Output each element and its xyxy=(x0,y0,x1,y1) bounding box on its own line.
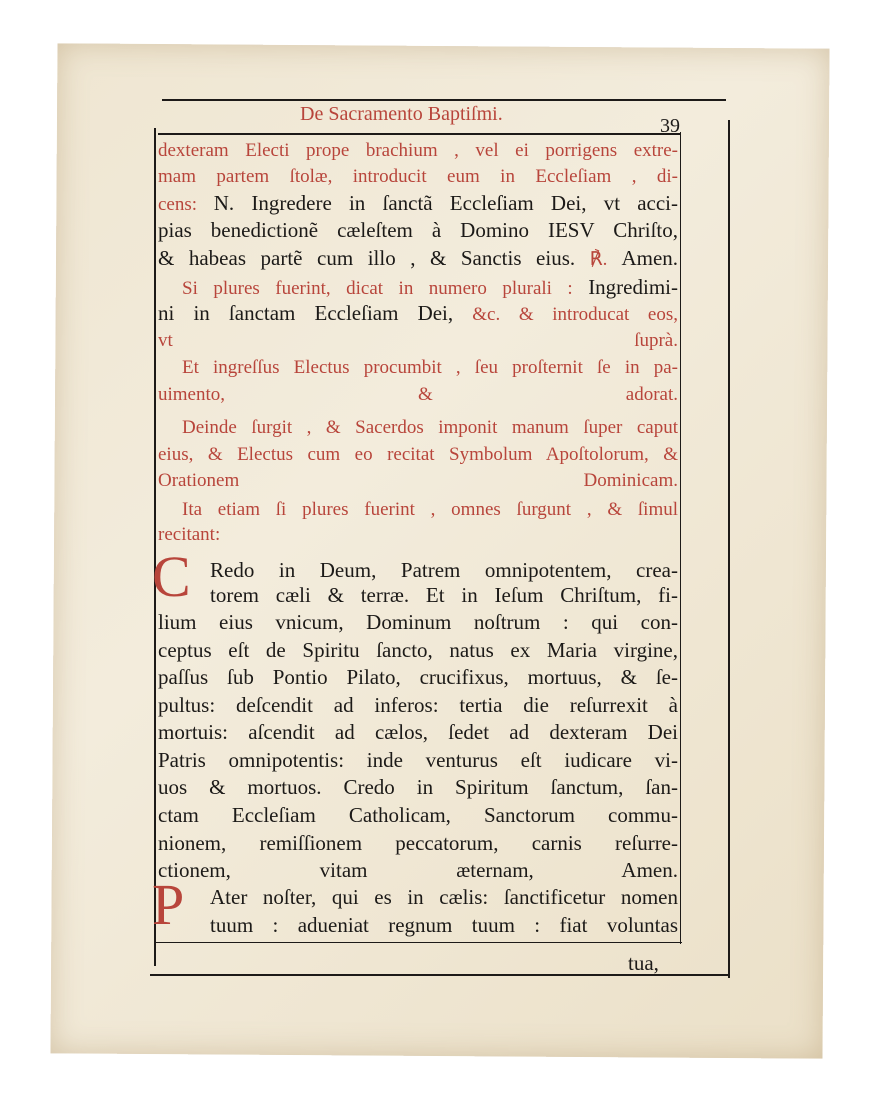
drop-cap-c: C xyxy=(152,544,191,609)
text-line xyxy=(158,190,678,218)
text-line xyxy=(182,274,678,302)
text-line xyxy=(158,857,678,883)
prayer-text: uos & mortuos. Credo in Spiritum ſanctum, ſan- xyxy=(158,775,678,799)
prayer-text: N. Ingredere in ſanctã Eccleſiam Dei, vt acci- xyxy=(213,191,679,215)
text-line xyxy=(158,245,678,273)
prayer-text: ctionem, vitam æternam, Amen. xyxy=(158,858,678,882)
drop-cap-p: P xyxy=(152,872,185,937)
rubric-text: Si plures fuerint, dicat in numero plurali : xyxy=(182,278,589,299)
text-line xyxy=(158,637,678,663)
text-line xyxy=(210,884,678,910)
text-line xyxy=(158,466,678,494)
prayer-text: ceptus eſt de Spiritu ſancto, natus ex Maria virgine, xyxy=(158,638,678,662)
rubric-text: mam partem ſtolæ, introducit eum in Eccleſiam , di- xyxy=(158,166,678,187)
text-line xyxy=(210,557,678,583)
text-line xyxy=(158,609,678,635)
text-line xyxy=(158,747,678,773)
text-line xyxy=(158,520,678,548)
rubric-text: Orationem Dominicam. xyxy=(158,470,678,491)
rubric-text: eius, & Electus cum eo recitat Symbolum Apoſtolorum, & xyxy=(158,444,678,465)
rubric-text: dexteram Electi prope brachium , vel ei porrigens extre- xyxy=(158,140,678,161)
rubric-text: recitant: xyxy=(158,524,221,545)
rubric-text: uimento, & adorat. xyxy=(158,384,678,405)
prayer-text: tuum : adueniat regnum tuum : fiat voluntas xyxy=(210,913,678,937)
text-line xyxy=(210,582,678,608)
prayer-text: ctam Eccleſiam Catholicam, Sanctorum commu- xyxy=(158,803,678,827)
page-number: 39 xyxy=(660,115,680,137)
catchword: tua, xyxy=(628,951,659,975)
prayer-text: Ingredimi- xyxy=(588,275,678,299)
text-line xyxy=(158,162,678,190)
prayer-text: Patris omnipotentis: inde venturus eſt iudicare vi- xyxy=(158,748,678,772)
rubric-text: vt ſuprà. xyxy=(158,330,678,351)
bottom-rule xyxy=(154,942,682,943)
text-line xyxy=(182,353,678,381)
rubric-text: Deinde ſurgit , & Sacerdos imponit manum ſuper caput xyxy=(182,417,678,438)
text-line xyxy=(158,664,678,690)
text-line xyxy=(158,802,678,828)
top-rule xyxy=(162,99,726,101)
text-line xyxy=(158,830,678,856)
rubric-text: &c. & introducat eos, xyxy=(472,304,678,325)
text-line xyxy=(182,495,678,523)
text-line xyxy=(158,774,678,800)
prayer-text: Ater noſter, qui es in cælis: ſanctificetur nomen xyxy=(210,885,678,909)
text-line xyxy=(182,413,678,441)
prayer-text: nionem, remiſſionem peccatorum, carnis reſurre- xyxy=(158,831,678,855)
running-header: De Sacramento Baptiſmi. xyxy=(300,103,503,125)
prayer-text: Amen. xyxy=(621,246,679,270)
prayer-text: Redo in Deum, Patrem omnipotentem, crea- xyxy=(210,558,678,582)
text-line xyxy=(158,440,678,468)
prayer-text: paſſus ſub Pontio Pilato, crucifixus, mortuus, & ſe- xyxy=(158,665,678,689)
prayer-text: torem cæli & terræ. Et in Ieſum Chriſtum, fi- xyxy=(210,583,678,607)
outer-right-frame-line xyxy=(728,120,730,978)
text-line xyxy=(210,912,678,938)
text-line xyxy=(158,380,678,408)
prayer-text: ni in ſanctam Eccleſiam Dei, xyxy=(158,301,473,325)
text-line xyxy=(158,692,678,718)
text-line xyxy=(158,326,678,354)
prayer-text: mortuis: aſcendit ad cælos, ſedet ad dexteram Dei xyxy=(158,720,678,744)
prayer-text: & habeas partẽ cum illo , & Sanctis eius. xyxy=(158,246,590,270)
text-line xyxy=(158,217,678,243)
text-line xyxy=(158,136,678,164)
rubric-text: ℟. xyxy=(589,249,622,270)
rubric-text: Ita etiam ſi plures fuerint , omnes ſurgunt , & ſimul xyxy=(182,499,678,520)
prayer-text: pias benedictionẽ cæleſtem à Domino IESV Chriſto, xyxy=(158,218,678,242)
header-rule xyxy=(158,133,680,135)
text-line xyxy=(158,719,678,745)
rubric-text: Et ingreſſus Electus procumbit , ſeu proſternit ſe in pa- xyxy=(182,357,678,378)
right-frame-line xyxy=(680,132,681,944)
prayer-text: pultus: deſcendit ad inferos: tertia die reſurrexit à xyxy=(158,693,678,717)
text-line xyxy=(158,300,678,328)
rubric-text: cens: xyxy=(158,194,214,215)
prayer-text: lium eius vnicum, Dominum noſtrum : qui con- xyxy=(158,610,678,634)
